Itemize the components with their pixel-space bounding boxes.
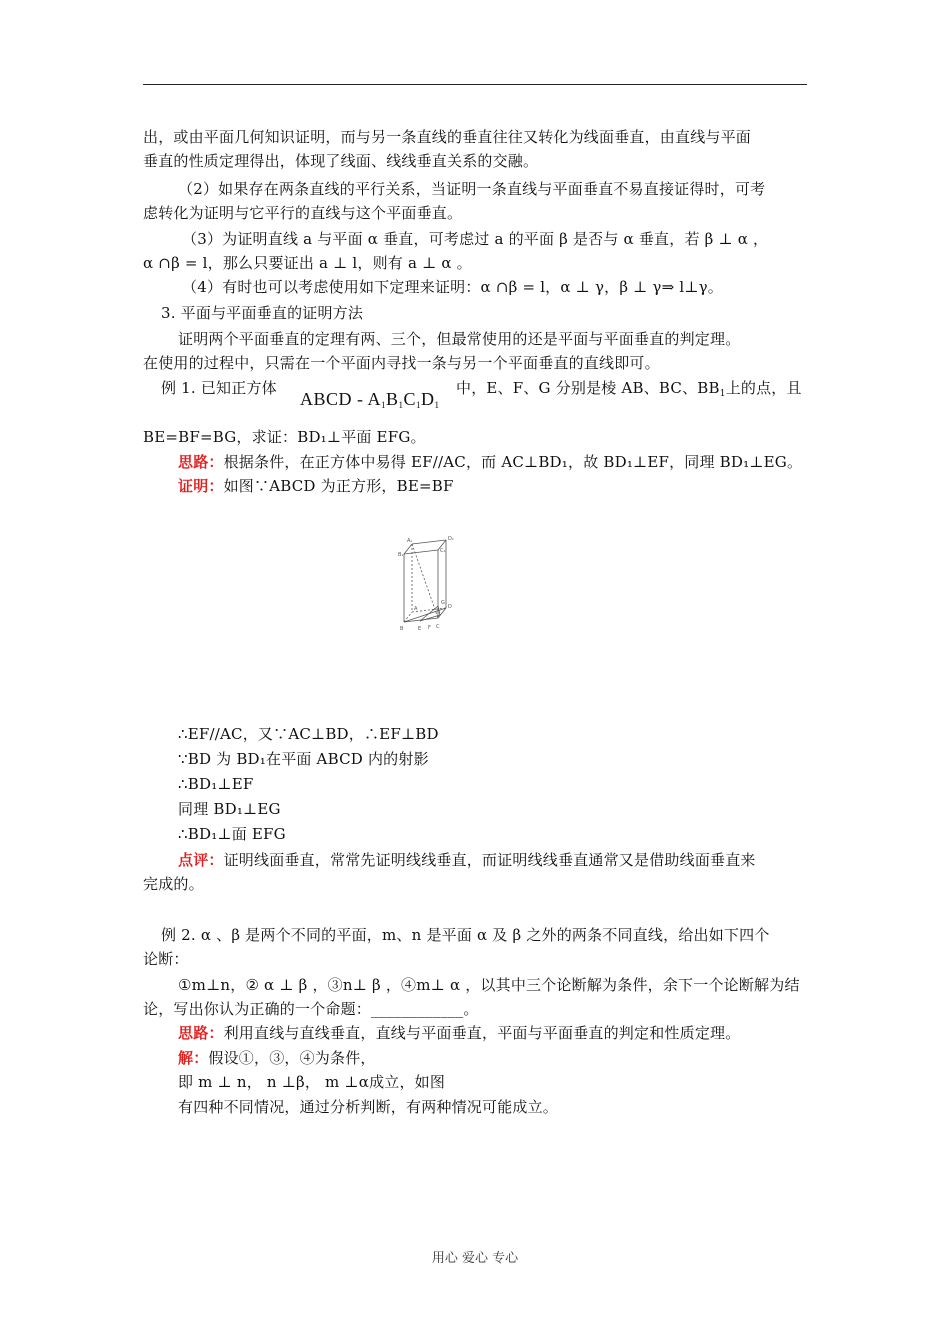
idea2-text: 利用直线与直线垂直，直线与平面垂直，平面与平面垂直的判定和性质定理。 bbox=[223, 1024, 741, 1042]
para4: （4）有时也可以考虑使用如下定理来证明：α ∩β = l，α ⊥ γ，β ⊥ γ⇒ l⊥γ。 bbox=[182, 278, 724, 296]
label-g: G bbox=[441, 600, 445, 606]
para3-line2: α ∩β = l，那么只要证出 a ⊥ l，则有 a ⊥ α 。 bbox=[143, 254, 472, 272]
example1-comment-line2: 完成的。 bbox=[143, 875, 204, 893]
label-f: F bbox=[428, 625, 431, 631]
label-d: D bbox=[448, 604, 452, 610]
idea-text: 根据条件，在正方体中易得 EF//AC，而 AC⊥BD₁，故 BD₁⊥EF，同理 BD₁⊥EG。 bbox=[223, 453, 803, 471]
proof-label: 证明： bbox=[178, 477, 224, 495]
formula-d: D bbox=[421, 389, 435, 409]
example2-idea bbox=[178, 1022, 740, 1044]
proof-step-4: 同理 BD₁⊥EG bbox=[178, 800, 281, 818]
formula-sub-a1: 1 bbox=[381, 400, 387, 410]
section3-title: 3. 平面与平面垂直的证明方法 bbox=[161, 304, 364, 322]
example2-line3: ①m⊥n，② α ⊥ β ，③n⊥ β ，④m⊥ α ，以其中三个论断解为条件，余下一个论断解为结 bbox=[178, 976, 800, 994]
page-footer: 用心 爱心 专心 bbox=[431, 1251, 519, 1266]
label-a: A bbox=[414, 606, 418, 612]
header-rule bbox=[143, 84, 807, 85]
example2-sol-line3: 有四种不同情况，通过分析判断，有两种情况可能成立。 bbox=[178, 1098, 559, 1116]
section3-line1: 证明两个平面垂直的定理有两、三个，但最常使用的还是平面与平面垂直的判定理。 bbox=[178, 330, 741, 348]
solution-label: 解： bbox=[178, 1049, 209, 1067]
proof-step-1: ∴EF//AC，又∵AC⊥BD，∴EF⊥BD bbox=[178, 725, 439, 743]
formula-b: B bbox=[386, 389, 399, 409]
label-b1: B₁ bbox=[398, 552, 404, 558]
suffix-text: 中，E、F、G 分别是棱 AB、BC、BB bbox=[456, 379, 720, 397]
example1-proof bbox=[178, 475, 454, 497]
label-d1: D₁ bbox=[448, 536, 454, 542]
example1-prefix: 例 1. 已知正方体 bbox=[161, 379, 277, 397]
label-c1: C₁ bbox=[440, 548, 446, 554]
proof-text: 如图∵ABCD 为正方形，BE=BF bbox=[223, 477, 454, 495]
formula-main: ABCD - A bbox=[300, 389, 382, 409]
formula-c: C bbox=[403, 389, 417, 409]
solution-text: 假设①，③，④为条件， bbox=[208, 1049, 376, 1067]
example1-line2: BE=BF=BG，求证：BD₁⊥平面 EFG。 bbox=[143, 428, 426, 446]
example1-comment bbox=[178, 849, 756, 871]
label-e: E bbox=[418, 626, 422, 632]
line4-text: 论，写出你认为正确的一个命题： bbox=[143, 1000, 372, 1018]
proof-step-5: ∴BD₁⊥面 EFG bbox=[178, 825, 286, 843]
example2-line1: 例 2. α 、β 是两个不同的平面，m、n 是平面 α 及 β 之外的两条不同直线，给出如下四个 bbox=[161, 926, 770, 944]
comment-text: 证明线面垂直，常常先证明线线垂直，而证明线线垂直通常又是借助线面垂直来 bbox=[223, 851, 756, 869]
formula-sub-d1: 1 bbox=[434, 400, 440, 410]
label-c: C bbox=[436, 624, 440, 630]
suffix-sub: 1 bbox=[719, 389, 726, 399]
para2-line1: （2）如果存在两条直线的平行关系，当证明一条直线与平面垂直不易直接证得时，可考 bbox=[178, 180, 766, 198]
answer-blank: ____________。 bbox=[371, 1000, 479, 1018]
idea-label: 思路： bbox=[178, 453, 224, 471]
para3-line1: （3）为证明直线 a 与平面 α 垂直，可考虑过 a 的平面 β 是否与 α 垂直，若 β ⊥ α ， bbox=[182, 230, 769, 248]
para1-line2: 垂直的性质定理得出，体现了线面、线线垂直关系的交融。 bbox=[143, 152, 539, 170]
example2-solution bbox=[178, 1047, 376, 1069]
example1-formula bbox=[300, 388, 440, 416]
section3-line2: 在使用的过程中，只需在一个平面内寻找一条与另一个平面垂直的直线即可。 bbox=[143, 354, 660, 372]
cube-figure bbox=[398, 532, 462, 638]
example1-suffix bbox=[456, 377, 802, 405]
example2-sol-line2: 即 m ⊥ n， n ⊥β， m ⊥α成立，如图 bbox=[178, 1073, 446, 1091]
comment-label: 点评： bbox=[178, 851, 224, 869]
example2-line2: 论断： bbox=[143, 950, 189, 968]
label-b: B bbox=[400, 626, 404, 632]
formula-sub-c1: 1 bbox=[416, 400, 422, 410]
example1-idea bbox=[178, 451, 802, 473]
proof-step-3: ∴BD₁⊥EF bbox=[178, 775, 254, 793]
para1-line1: 出，或由平面几何知识证明，而与另一条直线的垂直往往又转化为线面垂直，由直线与平面 bbox=[143, 128, 752, 146]
formula-sub-b1: 1 bbox=[398, 400, 404, 410]
para2-line2: 虑转化为证明与它平行的直线与这个平面垂直。 bbox=[143, 204, 463, 222]
idea2-label: 思路： bbox=[178, 1024, 224, 1042]
example2-line4 bbox=[143, 998, 479, 1020]
label-a1: A₁ bbox=[407, 538, 413, 544]
proof-step-2: ∵BD 为 BD₁在平面 ABCD 内的射影 bbox=[178, 750, 429, 768]
suffix-end: 上的点，且 bbox=[725, 379, 802, 397]
